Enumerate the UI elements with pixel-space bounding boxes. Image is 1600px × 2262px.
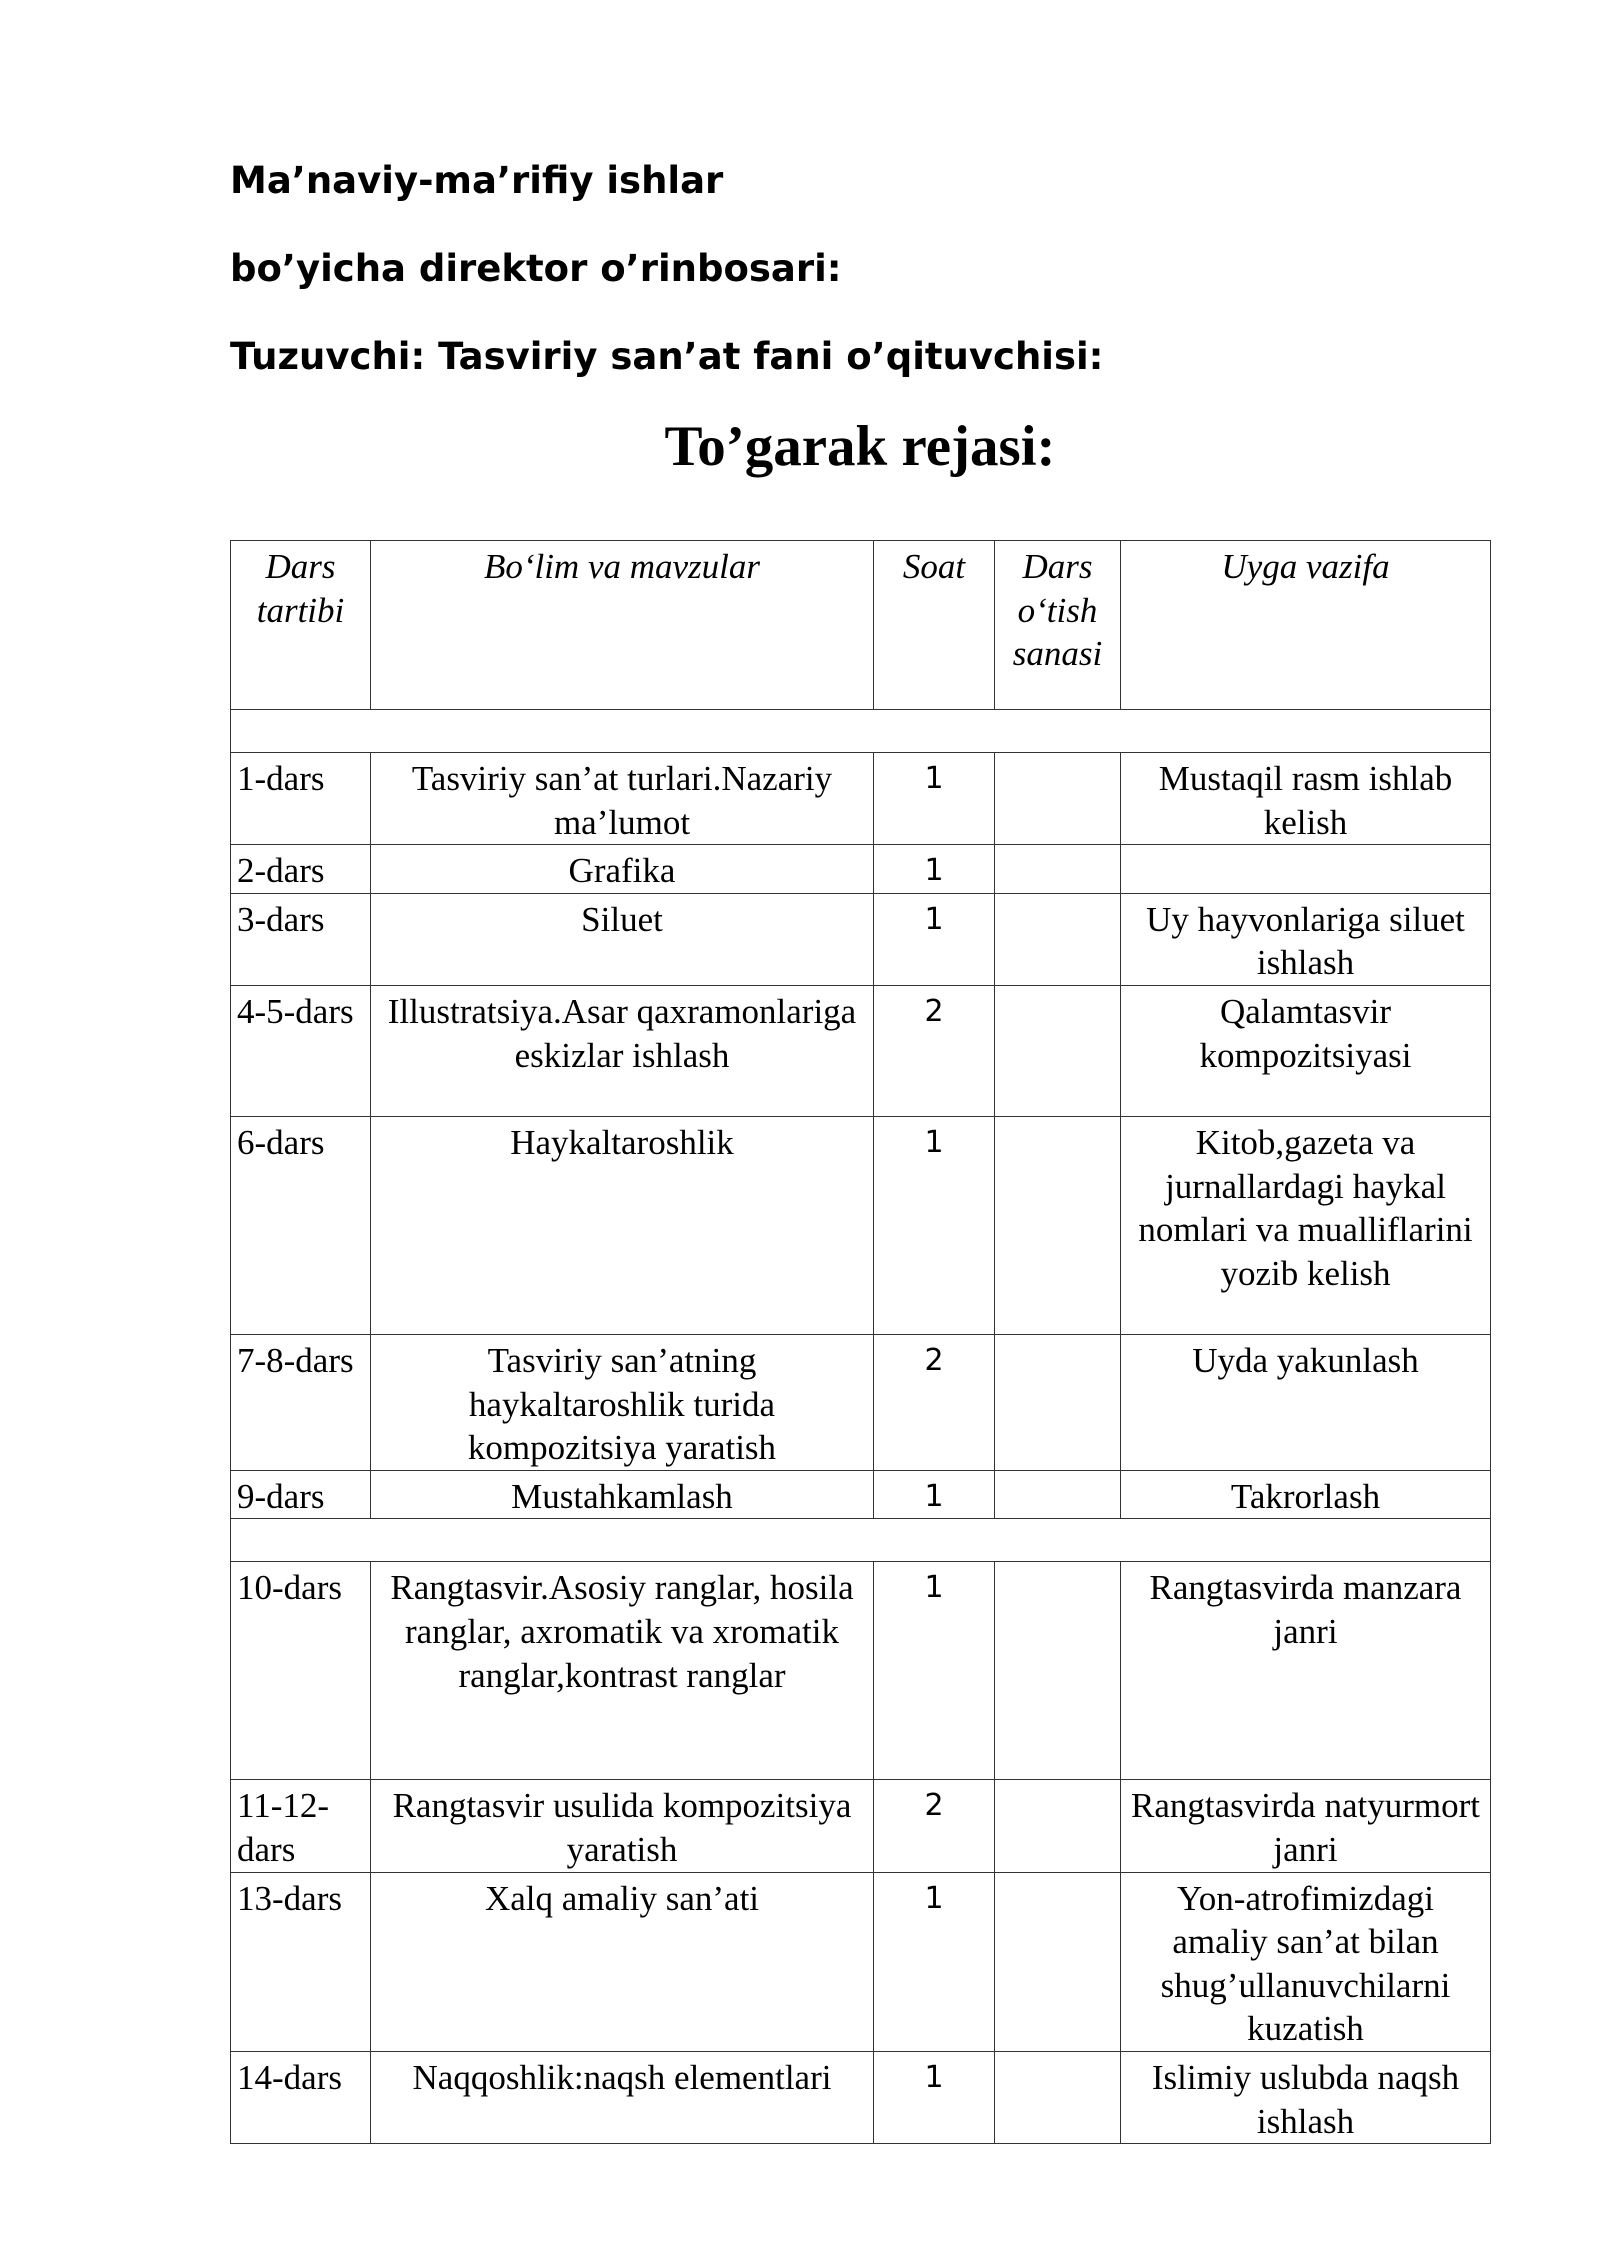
date-cell: [995, 753, 1121, 845]
col-header-hours: Soat: [874, 541, 995, 710]
homework-cell: Uyda yakunlash: [1121, 1334, 1491, 1470]
homework-cell: Islimiy uslubda naqsh ishlash: [1121, 2051, 1491, 2143]
compiler-line: Tuzuvchi: Tasviriy san’at fani o’qituvchisi:: [230, 335, 1104, 378]
topic-cell: Illustratsiya.Asar qaxramonlariga eskizlar ishlash: [371, 985, 874, 1116]
hours-cell: 1: [874, 2051, 995, 2143]
hours-cell: 1: [874, 1872, 995, 2051]
table-row: [231, 1562, 1491, 1780]
separator-row: [231, 710, 1491, 753]
date-cell: [995, 893, 1121, 985]
table-row: [231, 2051, 1491, 2143]
date-cell: [995, 1116, 1121, 1334]
hours-cell: 2: [874, 1334, 995, 1470]
hours-cell: 1: [874, 893, 995, 985]
lesson-cell: 7-8-dars: [231, 1334, 371, 1470]
date-cell: [995, 1780, 1121, 1872]
table-row: [231, 845, 1491, 894]
lesson-cell: 11-12-dars: [231, 1780, 371, 1872]
date-cell: [995, 1470, 1121, 1519]
lesson-cell: 6-dars: [231, 1116, 371, 1334]
table-row: [231, 1116, 1491, 1334]
lesson-cell: 10-dars: [231, 1562, 371, 1780]
topic-cell: Haykaltaroshlik: [371, 1116, 874, 1334]
homework-cell: Rangtasvirda natyurmort janri: [1121, 1780, 1491, 1872]
hours-cell: 1: [874, 753, 995, 845]
lesson-cell: 9-dars: [231, 1470, 371, 1519]
lesson-cell: 1-dars: [231, 753, 371, 845]
lesson-cell: 3-dars: [231, 893, 371, 985]
document-title: To’garak rejasi:: [664, 415, 1056, 478]
homework-cell: Yon-atrofimizdagi amaliy san’at bilan shug’ullanuvchilarni kuzatish: [1121, 1872, 1491, 2051]
hours-cell: 1: [874, 1562, 995, 1780]
col-header-lesson-order: Dars tartibi: [231, 541, 371, 710]
separator-row: [231, 1519, 1491, 1562]
deputy-director-line-2: bo’yicha direktor o’rinbosari:: [230, 247, 842, 290]
lesson-cell: 2-dars: [231, 845, 371, 894]
lesson-cell: 13-dars: [231, 1872, 371, 2051]
date-cell: [995, 1872, 1121, 2051]
topic-cell: Tasviriy san’atning haykaltaroshlik turida kompozitsiya yaratish: [371, 1334, 874, 1470]
table-row: [231, 893, 1491, 985]
col-header-topics: Bo‘lim va mavzular: [371, 541, 874, 710]
topic-cell: Rangtasvir.Asosiy ranglar, hosila ranglar, axromatik va xromatik ranglar,kontrast ranglar: [371, 1562, 874, 1780]
col-header-homework: Uyga vazifa: [1121, 541, 1491, 710]
table-row: [231, 1872, 1491, 2051]
homework-cell: Uy hayvonlariga siluet ishlash: [1121, 893, 1491, 985]
hours-cell: 1: [874, 845, 995, 894]
table-row: [231, 985, 1491, 1116]
topic-cell: Mustahkamlash: [371, 1470, 874, 1519]
topic-cell: Rangtasvir usulida kompozitsiya yaratish: [371, 1780, 874, 1872]
col-header-lesson-date: Dars o‘tish sanasi: [995, 541, 1121, 710]
hours-cell: 1: [874, 1470, 995, 1519]
table-header-row: [231, 541, 1491, 710]
date-cell: [995, 2051, 1121, 2143]
topic-cell: Grafika: [371, 845, 874, 894]
lesson-cell: 14-dars: [231, 2051, 371, 2143]
topic-cell: Tasviriy san’at turlari.Nazariy ma’lumot: [371, 753, 874, 845]
table-row: [231, 753, 1491, 845]
hours-cell: 2: [874, 985, 995, 1116]
table-row: [231, 1334, 1491, 1470]
hours-cell: 2: [874, 1780, 995, 1872]
date-cell: [995, 845, 1121, 894]
topic-cell: Naqqoshlik:naqsh elementlari: [371, 2051, 874, 2143]
date-cell: [995, 1562, 1121, 1780]
hours-cell: 1: [874, 1116, 995, 1334]
table-row: [231, 1470, 1491, 1519]
homework-cell: Takrorlash: [1121, 1470, 1491, 1519]
date-cell: [995, 985, 1121, 1116]
topic-cell: Siluet: [371, 893, 874, 985]
homework-cell: Rangtasvirda manzara janri: [1121, 1562, 1491, 1780]
topic-cell: Xalq amaliy san’ati: [371, 1872, 874, 2051]
deputy-director-line-1: Ma’naviy-ma’rifiy ishlar: [230, 159, 724, 202]
homework-cell: Mustaqil rasm ishlab kelish: [1121, 753, 1491, 845]
homework-cell: Qalamtasvir kompozitsiyasi: [1121, 985, 1491, 1116]
club-plan-table: [230, 540, 1491, 2144]
homework-cell: [1121, 845, 1491, 894]
date-cell: [995, 1334, 1121, 1470]
homework-cell: Kitob,gazeta va jurnallardagi haykal nomlari va mualliflarini yozib kelish: [1121, 1116, 1491, 1334]
lesson-cell: 4-5-dars: [231, 985, 371, 1116]
table-row: [231, 1780, 1491, 1872]
